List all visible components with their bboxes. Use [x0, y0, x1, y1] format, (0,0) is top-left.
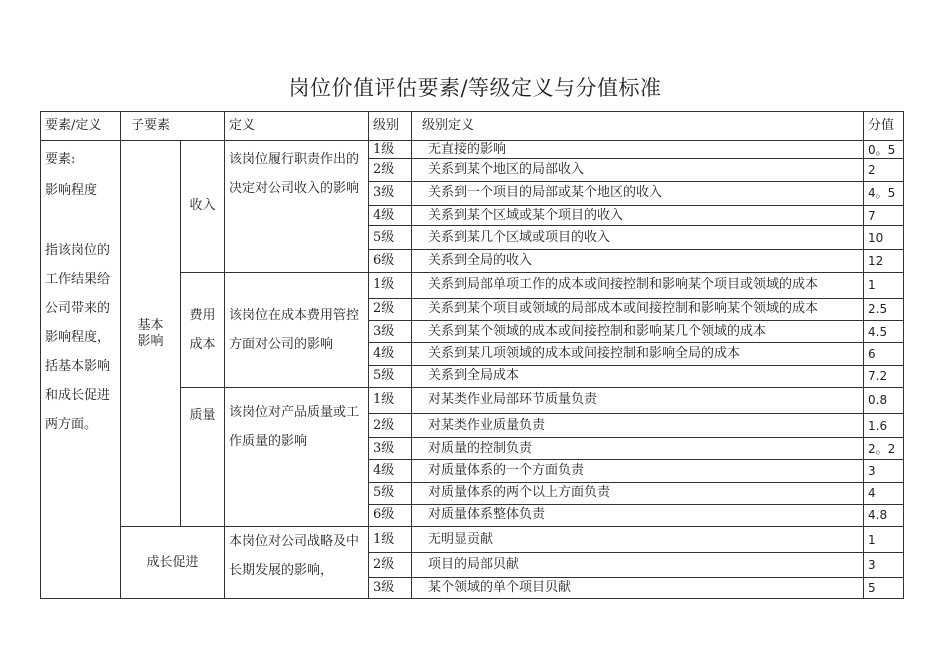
sub-factor-basic-impact	[121, 141, 181, 527]
quality-definition: 该岗位对产品质量或工作质量的影响	[229, 404, 360, 449]
income-level-definition-cell: 关系到全局的收入	[412, 250, 864, 272]
cost-definition-cell	[225, 272, 369, 387]
quality-level-definition-cell: 对质量体系整体负责	[412, 504, 864, 526]
quality-definition-cell	[225, 387, 369, 526]
quality-level-definition-cell: 对某类作业质量负责	[412, 413, 864, 437]
item-cost-label: 费用成本	[189, 307, 216, 352]
header-definition: 定义	[225, 112, 369, 141]
income-definition-cell	[225, 141, 369, 272]
quality-score-cell: 4	[864, 482, 904, 504]
cost-level-cell: 3级	[369, 321, 412, 343]
header-row	[41, 112, 904, 141]
item-cost	[181, 272, 225, 387]
growth-definition: 本岗位对公司战略及中长期发展的影响，	[229, 534, 360, 579]
quality-level-cell: 1级	[369, 387, 412, 413]
growth-score-cell: 3	[864, 553, 904, 577]
income-level-definition-cell: 无直接的影响	[412, 141, 864, 159]
evaluation-table	[40, 111, 904, 599]
income-level-definition-cell: 关系到某几个区域或项目的收入	[412, 226, 864, 250]
income-score-cell: 0。5	[864, 141, 904, 159]
growth-score-cell: 5	[864, 577, 904, 598]
cost-score-cell: 1	[864, 272, 904, 298]
income-level-cell: 3级	[369, 181, 412, 205]
cost-score-cell: 2.5	[864, 298, 904, 320]
header-factor: 要素/定义	[41, 112, 121, 141]
income-score-cell: 2	[864, 159, 904, 181]
quality-score-cell: 3	[864, 460, 904, 482]
cost-level-definition-cell: 关系到某个领域的成本或间接控制和影响某几个领域的成本	[412, 321, 864, 343]
quality-level-cell: 5级	[369, 482, 412, 504]
growth-definition-cell	[225, 527, 369, 599]
cost-level-cell: 4级	[369, 343, 412, 365]
cost-definition: 该岗位在成本费用管控方面对公司的影响	[229, 307, 360, 352]
income-level-cell: 5级	[369, 226, 412, 250]
income-level-cell: 4级	[369, 205, 412, 225]
table-row	[41, 527, 904, 553]
income-score-cell: 12	[864, 250, 904, 272]
quality-level-cell: 3级	[369, 438, 412, 460]
income-level-cell: 6级	[369, 250, 412, 272]
growth-score-cell: 1	[864, 527, 904, 553]
cost-level-definition-cell: 关系到全局成本	[412, 365, 864, 387]
header-sub-factor: 子要素	[121, 112, 225, 141]
cost-level-definition-cell: 关系到局部单项工作的成本或间接控制和影响某个项目或领域的成本	[412, 272, 864, 298]
quality-level-definition-cell: 对某类作业局部环节质量负责	[412, 387, 864, 413]
item-quality: 质量	[181, 387, 225, 526]
header-level-definition: 级别定义	[412, 112, 864, 141]
item-income: 收入	[181, 141, 225, 272]
income-score-cell: 4。5	[864, 181, 904, 205]
document-title: 岗位价值评估要素/等级定义与分值标准	[288, 76, 662, 100]
quality-score-cell: 4.8	[864, 504, 904, 526]
quality-score-cell: 1.6	[864, 413, 904, 437]
factor-name: 影响程度	[45, 183, 98, 199]
factor-label: 要素:	[45, 152, 76, 168]
quality-level-definition-cell: 对质量体系的一个方面负责	[412, 460, 864, 482]
factor-description: 指该岗位的工作结果给公司带来的影响程度，括基本影响和成长促进两方面。	[45, 243, 111, 433]
sub-factor-growth: 成长促进	[121, 527, 225, 599]
quality-level-definition-cell: 对质量的控制负责	[412, 438, 864, 460]
income-definition: 该岗位履行职责作出的决定对公司收入的影响	[229, 152, 360, 197]
table-row	[41, 141, 904, 159]
cost-level-cell: 2级	[369, 298, 412, 320]
growth-level-definition-cell: 项目的局部贝献	[412, 553, 864, 577]
quality-level-definition-cell: 对质量体系的两个以上方面负责	[412, 482, 864, 504]
quality-score-cell: 0.8	[864, 387, 904, 413]
factor-cell	[41, 141, 121, 599]
cost-level-definition-cell: 关系到某几项领域的成本或间接控制和影响全局的成本	[412, 343, 864, 365]
cost-level-definition-cell: 关系到某个项目或领域的局部成本或间接控制和影响某个领域的成本	[412, 298, 864, 320]
quality-level-cell: 2级	[369, 413, 412, 437]
header-score: 分值	[864, 112, 904, 141]
quality-level-cell: 4级	[369, 460, 412, 482]
income-score-cell: 10	[864, 226, 904, 250]
cost-level-cell: 5级	[369, 365, 412, 387]
income-level-cell: 1级	[369, 141, 412, 159]
income-level-cell: 2级	[369, 159, 412, 181]
cost-score-cell: 7.2	[864, 365, 904, 387]
cost-score-cell: 4.5	[864, 321, 904, 343]
growth-level-cell: 2级	[369, 553, 412, 577]
sub-factor-basic-impact-label: 基本影响	[137, 317, 164, 349]
growth-level-cell: 1级	[369, 527, 412, 553]
header-level: 级别	[369, 112, 412, 141]
growth-level-definition-cell: 无明显贡献	[412, 527, 864, 553]
growth-level-cell: 3级	[369, 577, 412, 598]
income-level-definition-cell: 关系到某个区域或某个项目的收入	[412, 205, 864, 225]
cost-level-cell: 1级	[369, 272, 412, 298]
income-level-definition-cell: 关系到一个项目的局部或某个地区的收入	[412, 181, 864, 205]
quality-score-cell: 2。2	[864, 438, 904, 460]
income-level-definition-cell: 关系到某个地区的局部收入	[412, 159, 864, 181]
quality-level-cell: 6级	[369, 504, 412, 526]
cost-score-cell: 6	[864, 343, 904, 365]
income-score-cell: 7	[864, 205, 904, 225]
growth-level-definition-cell: 某个领域的单个项目贝献	[412, 577, 864, 598]
